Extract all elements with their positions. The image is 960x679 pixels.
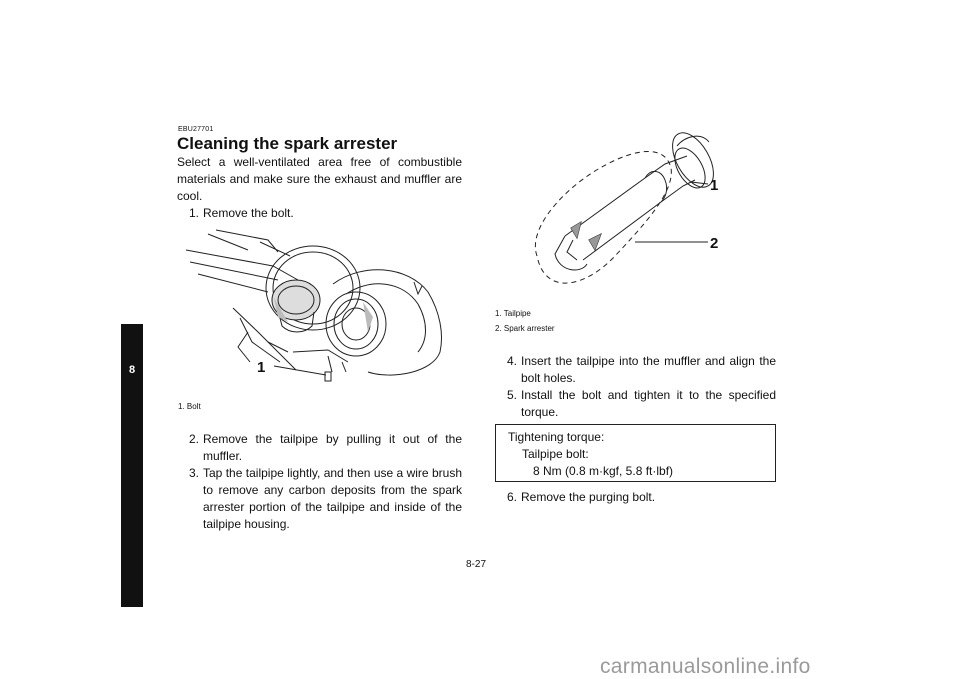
step-4 xyxy=(495,353,776,387)
figure1-caption: 1. Bolt xyxy=(178,402,201,411)
document-code: EBU27701 xyxy=(178,126,214,133)
step-text: Tap the tailpipe lightly, and then use a wire brush to remove any carbon deposits from the spark arrester portion of the tailpipe and inside of the tailpipe housing. xyxy=(203,466,462,531)
step-number: 6. xyxy=(506,490,517,504)
section-title: Cleaning the spark arrester xyxy=(177,134,398,153)
step-text: Install the bolt and tighten it to the specified torque. xyxy=(521,388,776,419)
step-number: 2. xyxy=(188,432,199,446)
step-2 xyxy=(177,431,462,465)
figure2-callout-2: 2 xyxy=(710,235,719,252)
torque-item: Tailpipe bolt: xyxy=(522,447,589,461)
step-5 xyxy=(495,387,776,421)
figure2-caption-2: 2. Spark arrester xyxy=(495,324,555,333)
page-number: 8-27 xyxy=(466,559,487,570)
tailpipe-illustration xyxy=(525,128,730,302)
step-number: 1. xyxy=(188,206,199,220)
watermark: carmanualsonline.info xyxy=(600,655,811,678)
figure1-callout: 1 xyxy=(257,359,266,376)
step-text: Remove the tailpipe by pulling it out of the muffler. xyxy=(203,432,462,463)
torque-value: 8 Nm (0.8 m·kgf, 5.8 ft·lbf) xyxy=(533,464,674,478)
step-text: Remove the purging bolt. xyxy=(521,490,656,504)
muffler-illustration xyxy=(178,222,468,400)
torque-spec-box xyxy=(495,424,776,482)
figure2-callout-1: 1 xyxy=(710,177,719,194)
intro-paragraph: Select a well-ventilated area free of combustible materials and make sure the exhaust and muffler are cool. xyxy=(177,155,462,203)
step-text: Remove the bolt. xyxy=(203,206,294,220)
step-number: 3. xyxy=(188,466,199,480)
step-number: 5. xyxy=(506,388,517,402)
chapter-number: 8 xyxy=(128,364,136,376)
figure2-caption-1: 1. Tailpipe xyxy=(495,309,531,318)
step-number: 4. xyxy=(506,354,517,368)
step-text: Insert the tailpipe into the muffler and align the bolt holes. xyxy=(521,354,776,385)
step-6 xyxy=(495,489,776,506)
step-1 xyxy=(177,205,462,222)
step-3 xyxy=(177,465,462,535)
torque-heading: Tightening torque: xyxy=(508,430,605,444)
chapter-tab xyxy=(121,324,143,607)
